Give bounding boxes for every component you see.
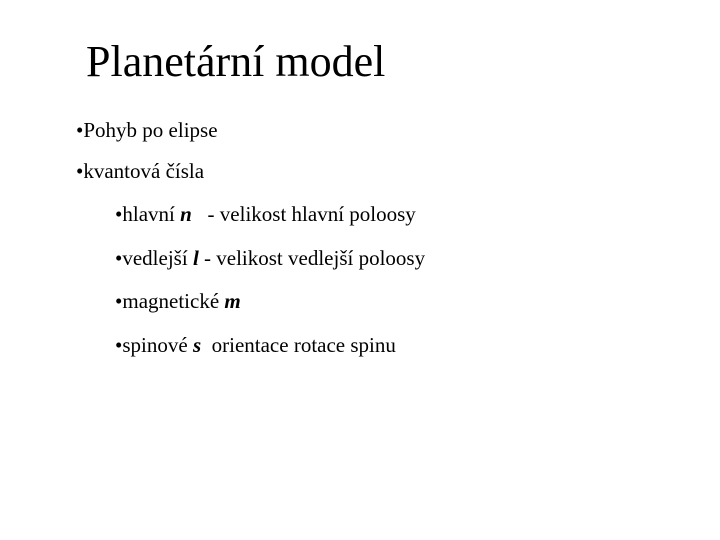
bullet-glyph: • xyxy=(115,202,123,226)
sub-bullet-magnetic xyxy=(115,288,241,314)
bullet-item-motion xyxy=(76,117,218,143)
bullet-text: Pohyb po elipse xyxy=(83,118,218,142)
sub-bullet-label: vedlejší xyxy=(122,246,193,270)
quantum-number-symbol: m xyxy=(224,289,241,313)
sub-bullet-label: magnetické xyxy=(122,289,225,313)
slide-title: Planetární model xyxy=(86,37,386,86)
bullet-glyph: • xyxy=(76,159,84,183)
bullet-text: kvantová čísla xyxy=(83,159,205,183)
bullet-glyph: • xyxy=(115,333,123,357)
sub-bullet-spin xyxy=(115,332,396,358)
sub-bullet-principal xyxy=(115,201,416,227)
sub-bullet-secondary xyxy=(115,245,425,271)
bullet-item-quantum-numbers xyxy=(76,158,204,184)
sub-bullet-description: - velikost hlavní poloosy xyxy=(191,202,416,226)
sub-bullet-label: hlavní xyxy=(122,202,181,226)
sub-bullet-description: - velikost vedlejší poloosy xyxy=(198,246,426,270)
bullet-glyph: • xyxy=(115,246,123,270)
sub-bullet-label: spinové xyxy=(122,333,193,357)
quantum-number-symbol: n xyxy=(180,202,192,226)
quantum-number-symbol: s xyxy=(192,333,202,357)
bullet-glyph: • xyxy=(76,118,84,142)
bullet-glyph: • xyxy=(115,289,123,313)
quantum-number-symbol: l xyxy=(192,246,199,270)
sub-bullet-description: orientace rotace spinu xyxy=(201,333,396,357)
